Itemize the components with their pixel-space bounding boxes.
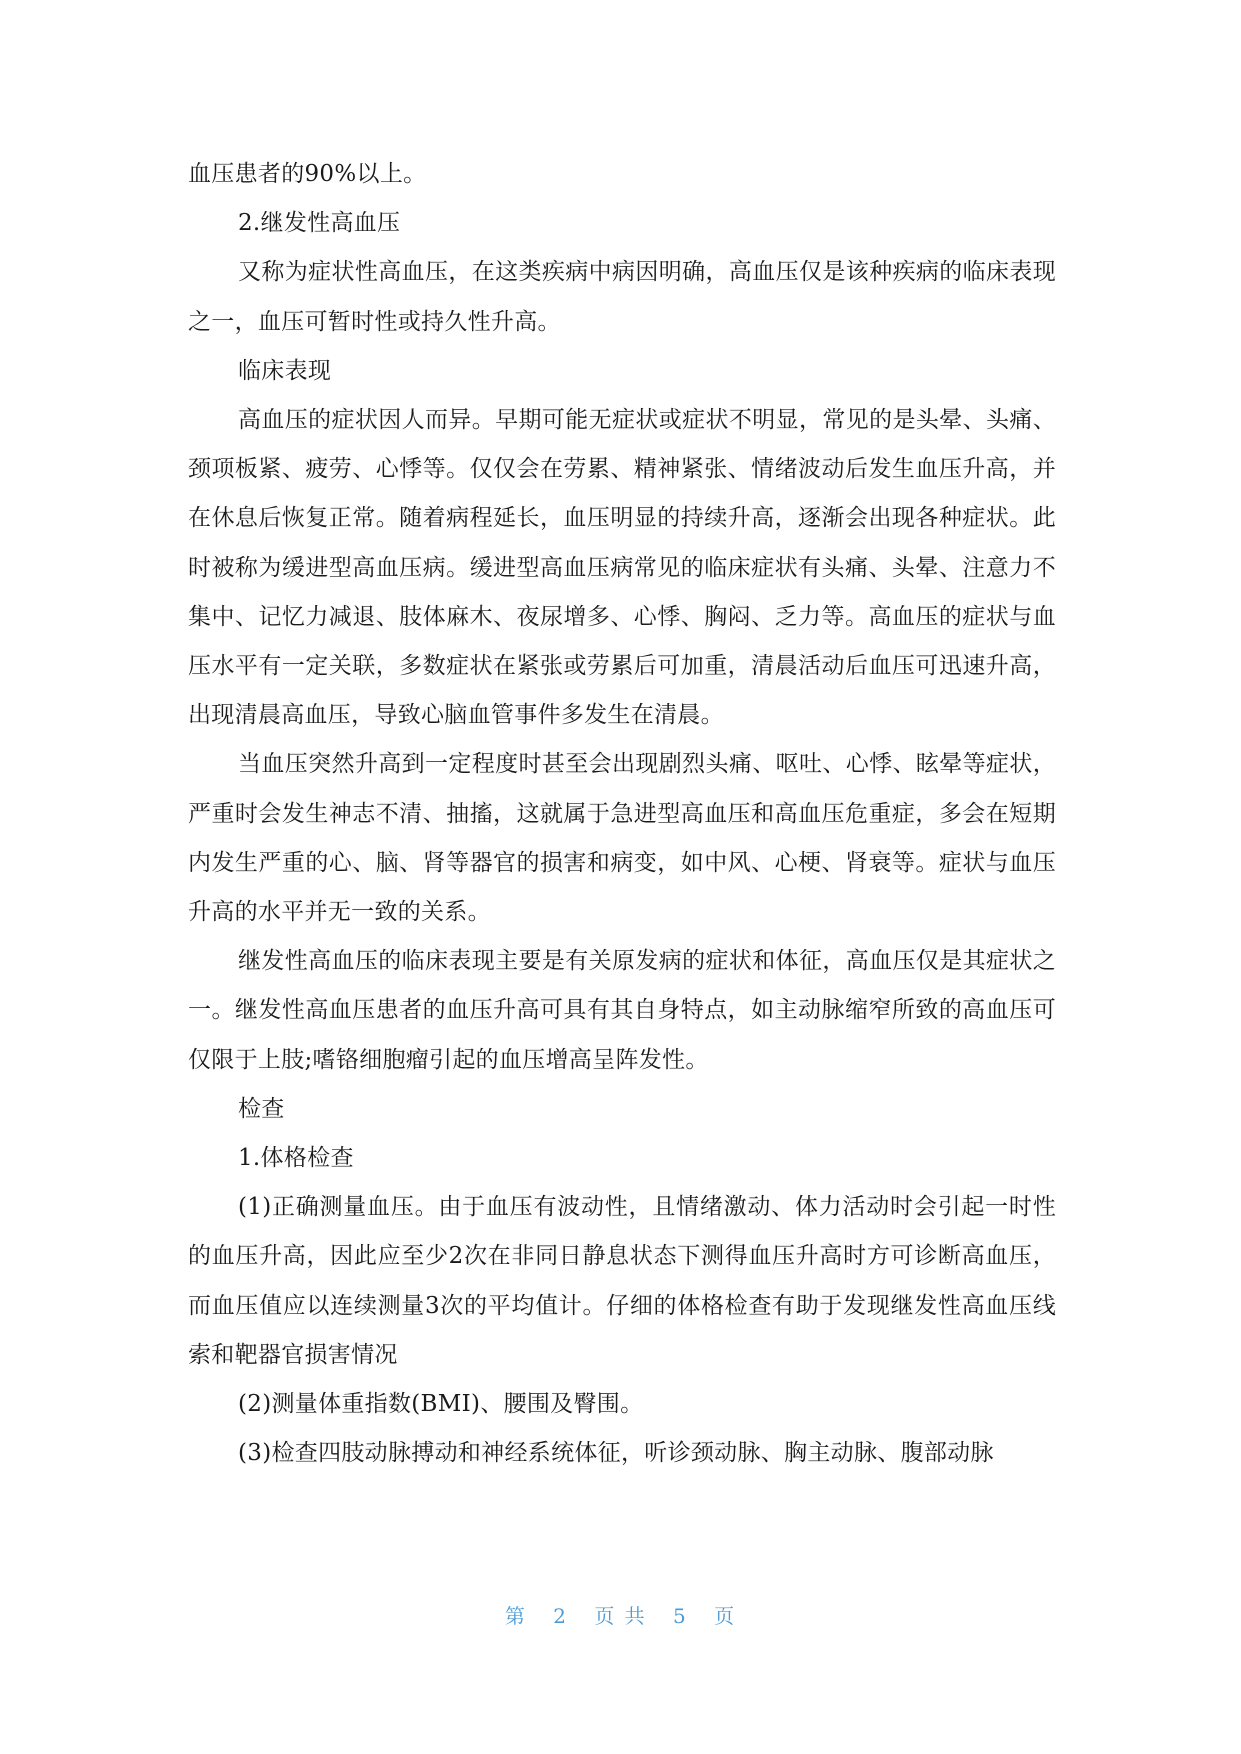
section-heading: 检查 <box>238 1095 285 1122</box>
page-footer <box>0 1600 1241 1629</box>
section-heading: 2.继发性高血压 <box>238 210 401 237</box>
paragraph: (1)正确测量血压。由于血压有波动性，且情绪激动、体力活动时会引起一时性的血压升高，因此应至少2次在非同日静息状态下测得血压升高时方可诊断高血压，而血压值应以连续测量3次的平均值计。仔细的体格检查有助于发现继发性高血压线索和靶器官损害情况 <box>188 1194 1056 1368</box>
footer-label-of: 页 共 <box>594 1604 647 1628</box>
section-heading: 临床表现 <box>238 357 332 384</box>
footer-label-page: 第 <box>504 1604 527 1628</box>
document-body <box>188 150 1056 1478</box>
paragraph: 又称为症状性高血压，在这类疾病中病因明确，高血压仅是该种疾病的临床表现之一，血压可暂时性或持久性升高。 <box>188 259 1056 335</box>
paragraph: 血压患者的90%以上。 <box>188 161 427 187</box>
paragraph: 继发性高血压的临床表现主要是有关原发病的症状和体征，高血压仅是其症状之一。继发性高血压患者的血压升高可具有其自身特点，如主动脉缩窄所致的高血压可仅限于上肢;嗜铬细胞瘤引起的血压增高呈阵发性。 <box>188 948 1056 1073</box>
paragraph: 高血压的症状因人而异。早期可能无症状或症状不明显，常见的是头晕、头痛、颈项板紧、疲劳、心悸等。仅仅会在劳累、精神紧张、情绪波动后发生血压升高，并在休息后恢复正常。随着病程延长，血压明显的持续升高，逐渐会出现各种症状。此时被称为缓进型高血压病。缓进型高血压病常见的临床症状有头痛、头晕、注意力不集中、记忆力减退、肢体麻木、夜尿增多、心悸、胸闷、乏力等。高血压的症状与血压水平有一定关联，多数症状在紧张或劳累后可加重，清晨活动后血压可迅速升高，出现清晨高血压，导致心脑血管事件多发生在清晨。 <box>188 407 1056 729</box>
paragraph: (3)检查四肢动脉搏动和神经系统体征，听诊颈动脉、胸主动脉、腹部动脉 <box>238 1440 994 1467</box>
current-page-number: 2 <box>553 1604 568 1628</box>
footer-label-pages: 页 <box>714 1604 737 1628</box>
total-pages-number: 5 <box>673 1604 688 1628</box>
paragraph: 当血压突然升高到一定程度时甚至会出现剧烈头痛、呕吐、心悸、眩晕等症状，严重时会发生神志不清、抽搐，这就属于急进型高血压和高血压危重症，多会在短期内发生严重的心、脑、肾等器官的损害和病变，如中风、心梗、肾衰等。症状与血压升高的水平并无一致的关系。 <box>188 751 1056 926</box>
paragraph: (2)测量体重指数(BMI)、腰围及臀围。 <box>238 1391 644 1418</box>
section-heading: 1.体格检查 <box>238 1145 354 1172</box>
